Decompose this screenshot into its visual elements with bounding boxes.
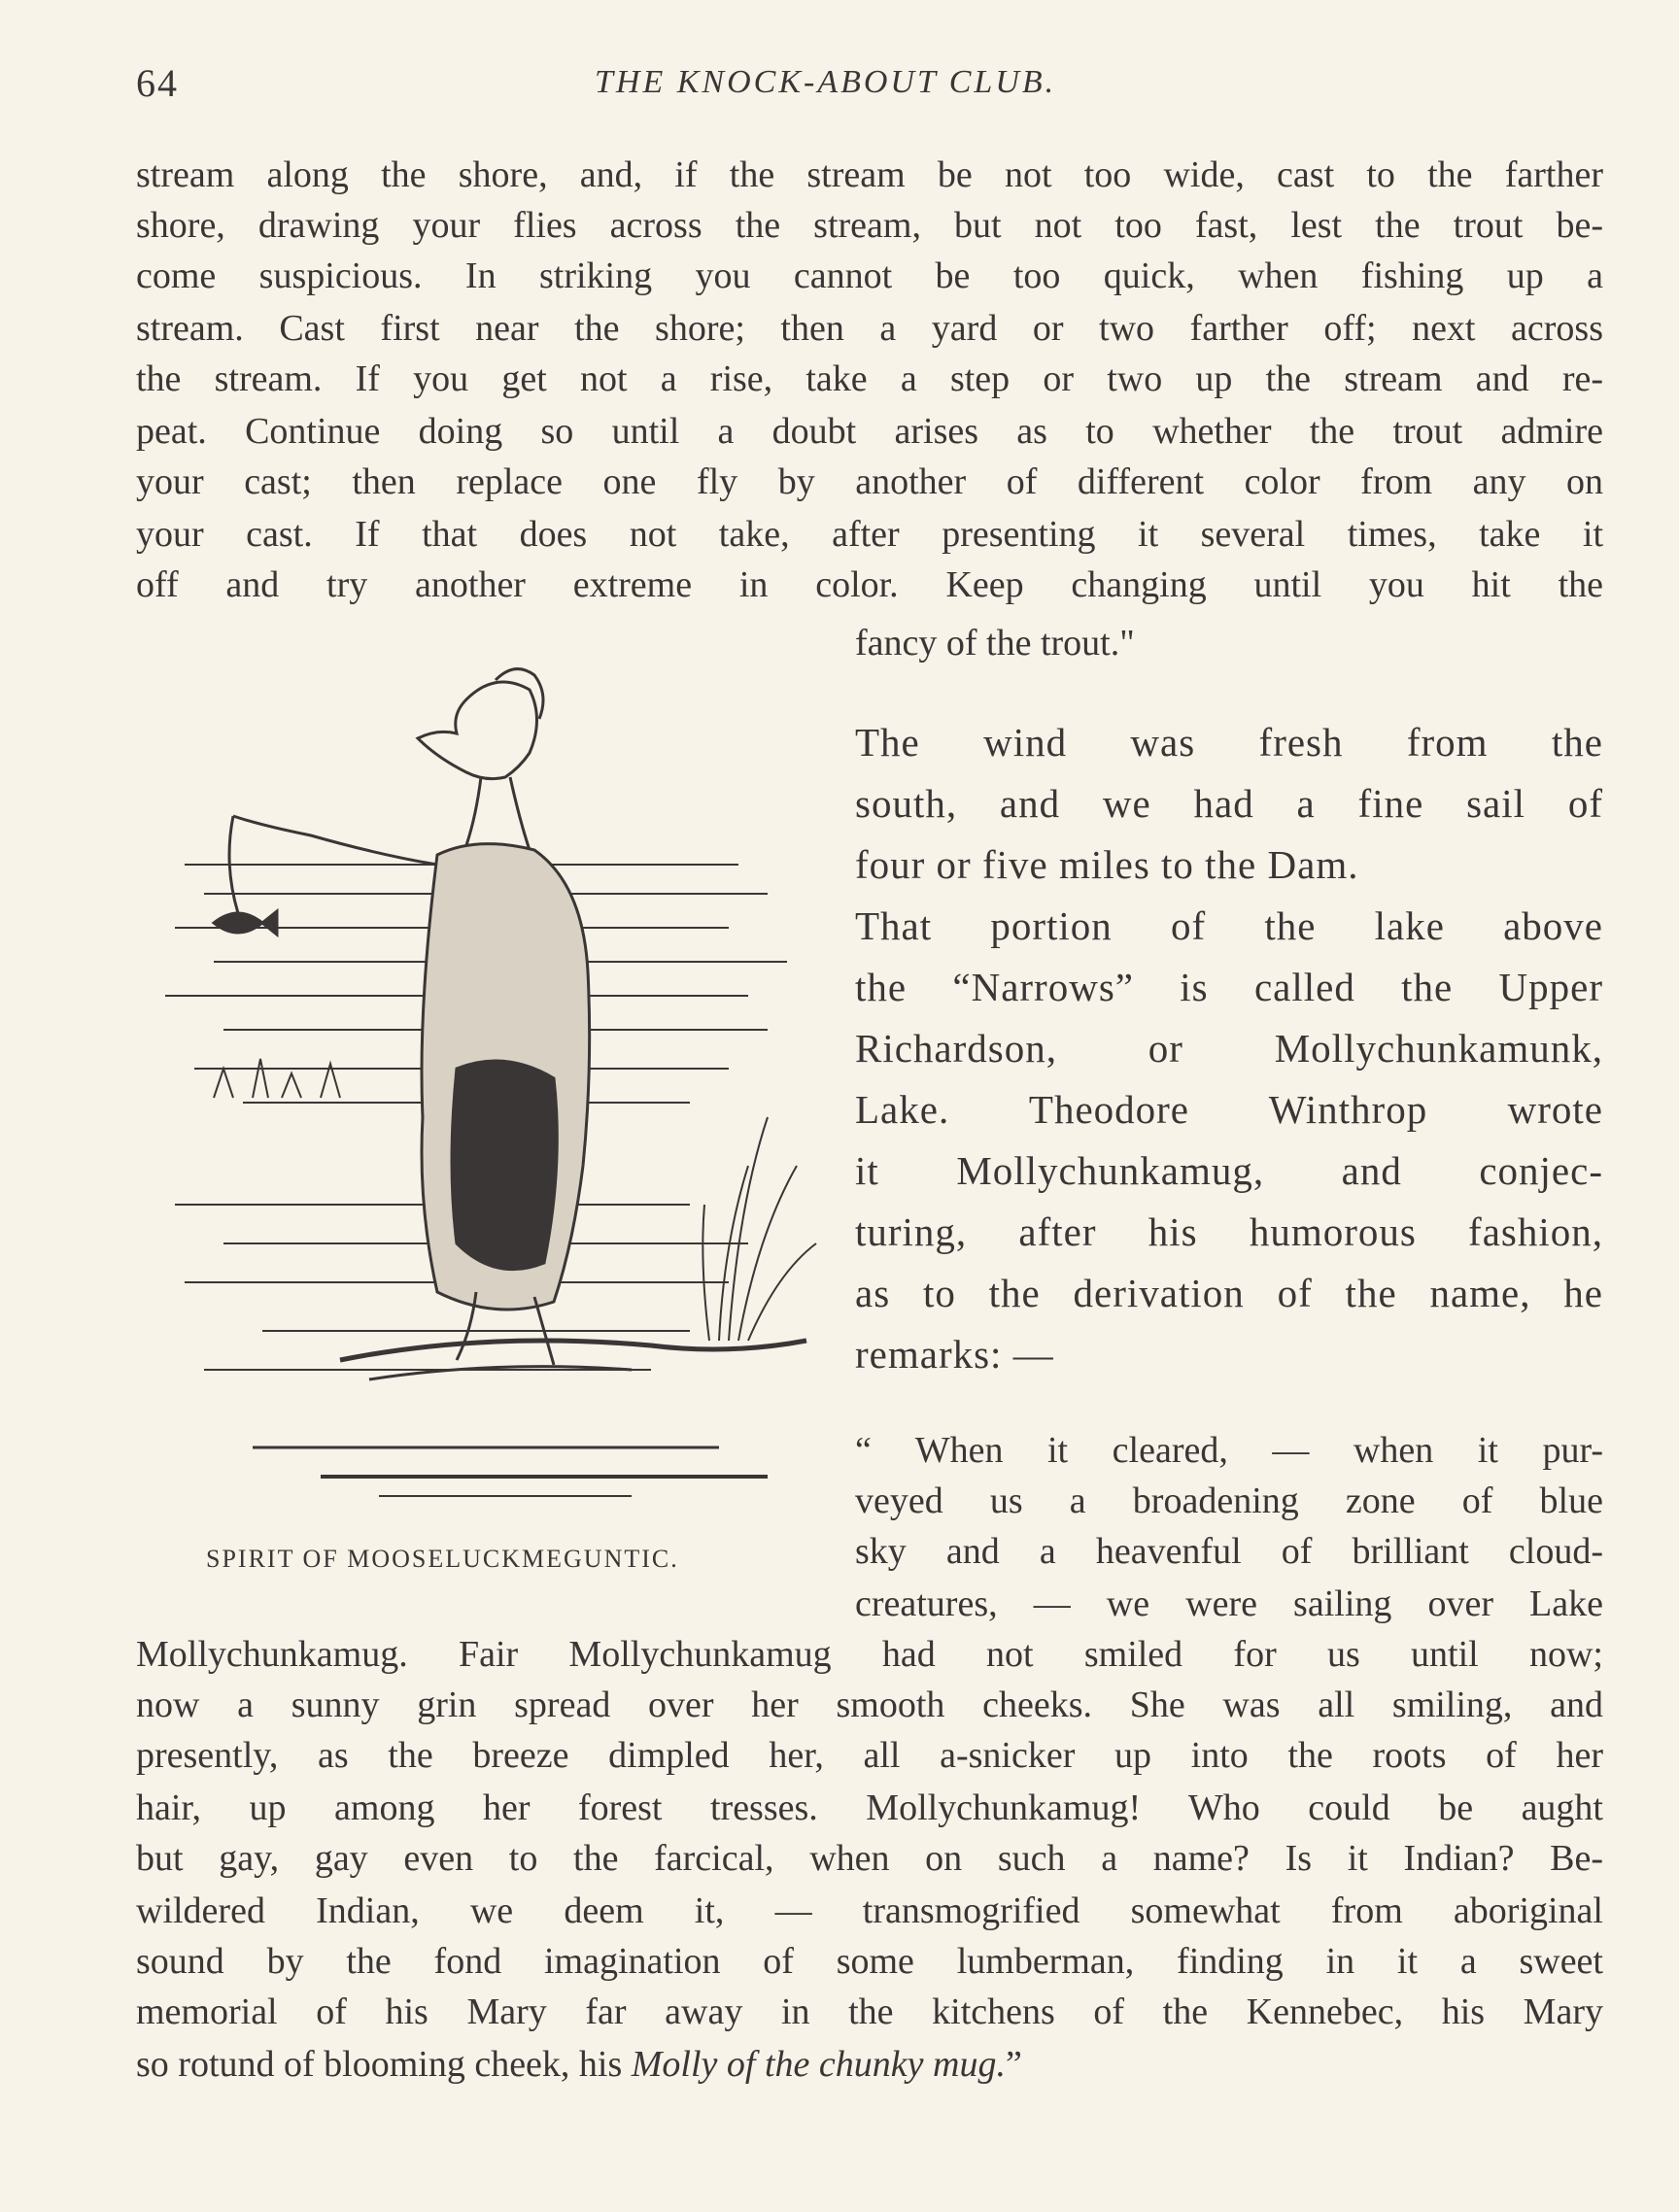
quote-line: stream. Cast first near the shore; then a yard or two farther off; next across [136,308,1603,349]
figure-arm [233,816,437,865]
body-line: Mollychunkamug. Fair Mollychunkamug had not smiled for us until now; [136,1634,1603,1675]
body-line: wildered Indian, we deem it, — transmogrified somewhat from aboriginal [136,1890,1603,1931]
last-line-prefix: so rotund of blooming cheek, his [136,2044,632,2085]
shore-ground [369,1367,632,1379]
side-quote-line: veyed us a broadening zone of blue [855,1480,1603,1521]
body-last-line [136,2039,1603,2090]
fish [214,911,277,935]
last-line-suffix: ” [1005,2044,1022,2085]
quote-end-line: fancy of the trout." [855,623,1135,664]
figure-shading [452,1061,557,1270]
body-line: sound by the fond imagination of some lumberman, finding in it a sweet [136,1941,1603,1982]
shore-ground [340,1341,806,1360]
quote-line: stream along the shore, and, if the stream be not too wide, cast to the farther [136,154,1603,195]
side-quote-line: sky and a heavenful of brilliant cloud- [855,1531,1603,1572]
spirit-illustration [146,661,826,1515]
shore-trees [214,1059,340,1098]
quote-line: the stream. If you get not a rise, take a step or two up the stream and re- [136,358,1603,399]
quote-line: off and try another extreme in color. Keep changing until you hit the [136,564,1603,605]
quote-line: peat. Continue doing so until a doubt arises as to whether the trout admire [136,411,1603,452]
side-quote-line: creatures, — we were sailing over Lake [855,1583,1603,1624]
side-line: Richardson, or Mollychunkamunk, [855,1026,1603,1071]
figure-neck [466,777,530,850]
running-title: THE KNOCK-ABOUT CLUB. [595,64,1057,100]
side-line: four or five miles to the Dam. [855,842,1359,887]
side-line: as to the derivation of the name, he [855,1271,1603,1315]
side-line: south, and we had a fine sail of [855,781,1603,826]
side-line: The wind was fresh from the [855,720,1603,765]
quote-line: shore, drawing your flies across the stream, but not too fast, lest the trout be- [136,205,1603,246]
last-line-italic: Molly of the chunky mug. [631,2044,1006,2085]
quote-line: come suspicious. In striking you cannot be too quick, when fishing up a [136,255,1603,296]
illustration-caption: SPIRIT OF MOOSELUCKMEGUNTIC. [206,1545,679,1573]
body-line: memorial of his Mary far away in the kitchens of the Kennebec, his Mary [136,1991,1603,2032]
body-line: but gay, gay even to the farcical, when on such a name? Is it Indian? Be- [136,1838,1603,1879]
side-line: Lake. Theodore Winthrop wrote [855,1087,1603,1132]
body-line: now a sunny grin spread over her smooth cheeks. She was all smiling, and [136,1685,1603,1725]
grass [702,1117,816,1341]
figure-head [418,682,537,779]
quote-line: your cast; then replace one fly by another of different color from any on [136,461,1603,502]
page-number: 64 [136,61,179,105]
side-line: That portion of the lake above [855,903,1603,948]
side-line: the “Narrows” is called the Upper [855,965,1603,1009]
side-quote-line: “ When it cleared, — when it pur- [855,1430,1603,1471]
quote-line: your cast. If that does not take, after presenting it several times, take it [136,514,1603,555]
body-line: presently, as the breeze dimpled her, all a-snicker up into the roots of her [136,1735,1603,1776]
side-line: turing, after his humorous fashion, [855,1209,1603,1254]
side-line: remarks: — [855,1332,1054,1377]
side-line: it Mollychunkamug, and conjec- [855,1148,1603,1193]
body-line: hair, up among her forest tresses. Mollychunkamug! Who could be aught [136,1787,1603,1828]
